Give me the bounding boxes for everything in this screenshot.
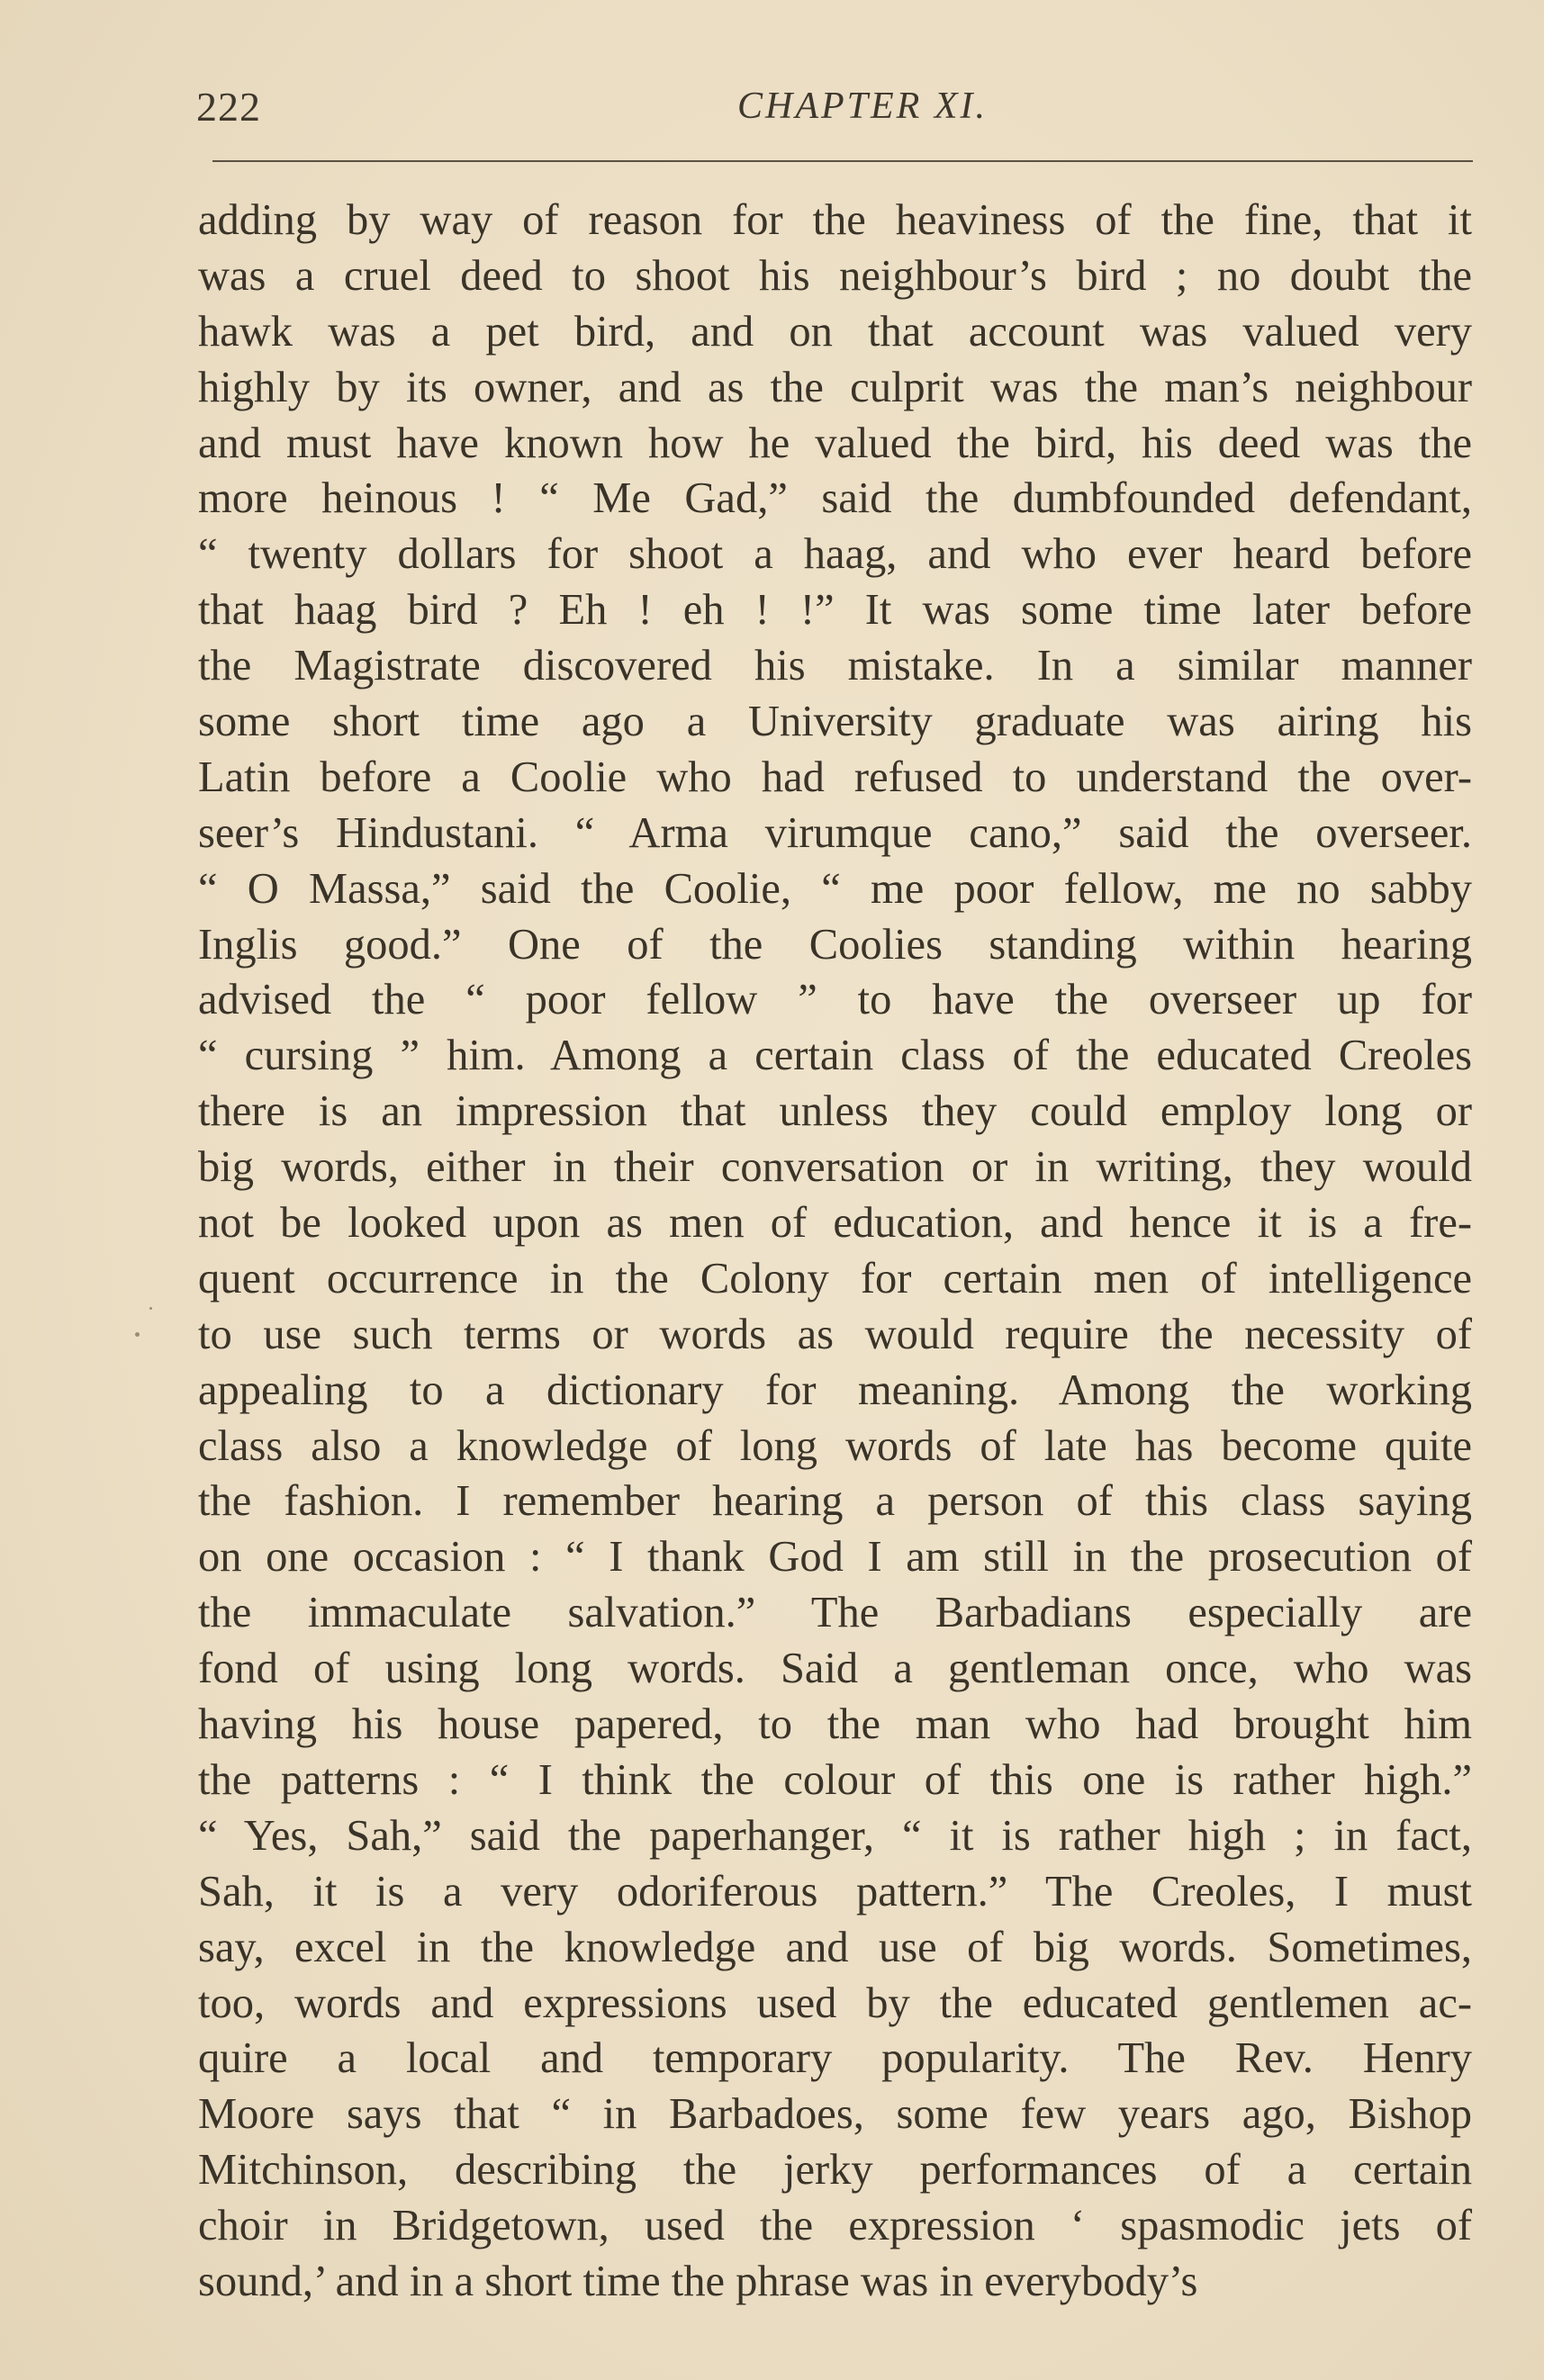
- text-line: too, words and expressions used by the educated gentlemen ac-: [198, 1979, 1472, 2027]
- text-line: “ Yes, Sah,” said the paperhanger, “ it is rather high ; in fact,: [198, 1811, 1472, 1860]
- text-line: the immaculate salvation.” The Barbadians especially are: [198, 1589, 1472, 1637]
- text-line: Mitchinson, describing the jerky performances of a certain: [198, 2146, 1472, 2195]
- text-line: Moore says that “ in Barbadoes, some few years ago, Bishop: [198, 2090, 1472, 2139]
- text-line: advised the “ poor fellow ” to have the overseer up for: [198, 976, 1472, 1024]
- text-line: and must have known how he valued the bird, his deed was the: [198, 419, 1472, 467]
- text-line: on one occasion : “ I thank God I am still in the prosecution of: [198, 1533, 1472, 1582]
- text-line: Sah, it is a very odoriferous pattern.” The Creoles, I must: [198, 1867, 1472, 1916]
- text-line: Inglis good.” One of the Coolies standing within hearing: [198, 920, 1472, 969]
- text-line: fond of using long words. Said a gentleman once, who was: [198, 1645, 1472, 1693]
- paper-speck: [149, 1307, 152, 1310]
- text-line: the Magistrate discovered his mistake. In a similar manner: [198, 642, 1472, 690]
- text-line: quent occurrence in the Colony for certain men of intelligence: [198, 1254, 1472, 1303]
- text-line: “ twenty dollars for shoot a haag, and who ever heard before: [198, 530, 1472, 579]
- text-line: seer’s Hindustani. “ Arma virumque cano,” said the overseer.: [198, 808, 1472, 857]
- text-line: hawk was a pet bird, and on that account was valued very: [198, 307, 1472, 356]
- text-line: some short time ago a University graduate was airing his: [198, 698, 1472, 746]
- text-line: having his house papered, to the man who had brought him: [198, 1700, 1472, 1749]
- text-line: to use such terms or words as would require the necessity of: [198, 1310, 1472, 1358]
- text-line: choir in Bridgetown, used the expression ‘ spasmodic jets of: [198, 2202, 1472, 2250]
- text-line: the patterns : “ I think the colour of this one is rather high.”: [198, 1755, 1472, 1804]
- text-line: quire a local and temporary popularity. The Rev. Henry: [198, 2034, 1472, 2083]
- body-text: [198, 193, 1472, 2310]
- text-line: not be looked upon as men of education, and hence it is a fre-: [198, 1199, 1472, 1248]
- text-line: class also a knowledge of long words of late has become quite: [198, 1421, 1472, 1470]
- running-head: CHAPTER XI.: [737, 86, 988, 127]
- text-line: that haag bird ? Eh ! eh ! !” It was some time later before: [198, 586, 1472, 635]
- header-rule: [212, 160, 1473, 162]
- text-line: was a cruel deed to shoot his neighbour’s bird ; no doubt the: [198, 251, 1472, 300]
- text-line: more heinous ! “ Me Gad,” said the dumbfounded defendant,: [198, 474, 1472, 523]
- text-line: big words, either in their conversation or in writing, they would: [198, 1143, 1472, 1192]
- text-line: highly by its owner, and as the culprit was the man’s neighbour: [198, 363, 1472, 411]
- text-line: there is an impression that unless they could employ long or: [198, 1087, 1472, 1136]
- text-line: “ O Massa,” said the Coolie, “ me poor fellow, me no sabby: [198, 864, 1472, 913]
- page-number: 222: [196, 84, 261, 130]
- text-line: say, excel in the knowledge and use of big words. Sometimes,: [198, 1923, 1472, 1971]
- text-line: the fashion. I remember hearing a person of this class saying: [198, 1477, 1472, 1526]
- page-header: [196, 83, 1475, 137]
- text-line: appealing to a dictionary for meaning. Among the working: [198, 1366, 1472, 1414]
- text-line: adding by way of reason for the heaviness of the fine, that it: [198, 196, 1472, 244]
- paper-speck: [135, 1332, 140, 1337]
- text-line: “ cursing ” him. Among a certain class of the educated Creoles: [198, 1032, 1472, 1080]
- text-line: sound,’ and in a short time the phrase was in everybody’s: [198, 2257, 1198, 2305]
- text-line: Latin before a Coolie who had refused to understand the over-: [198, 753, 1472, 801]
